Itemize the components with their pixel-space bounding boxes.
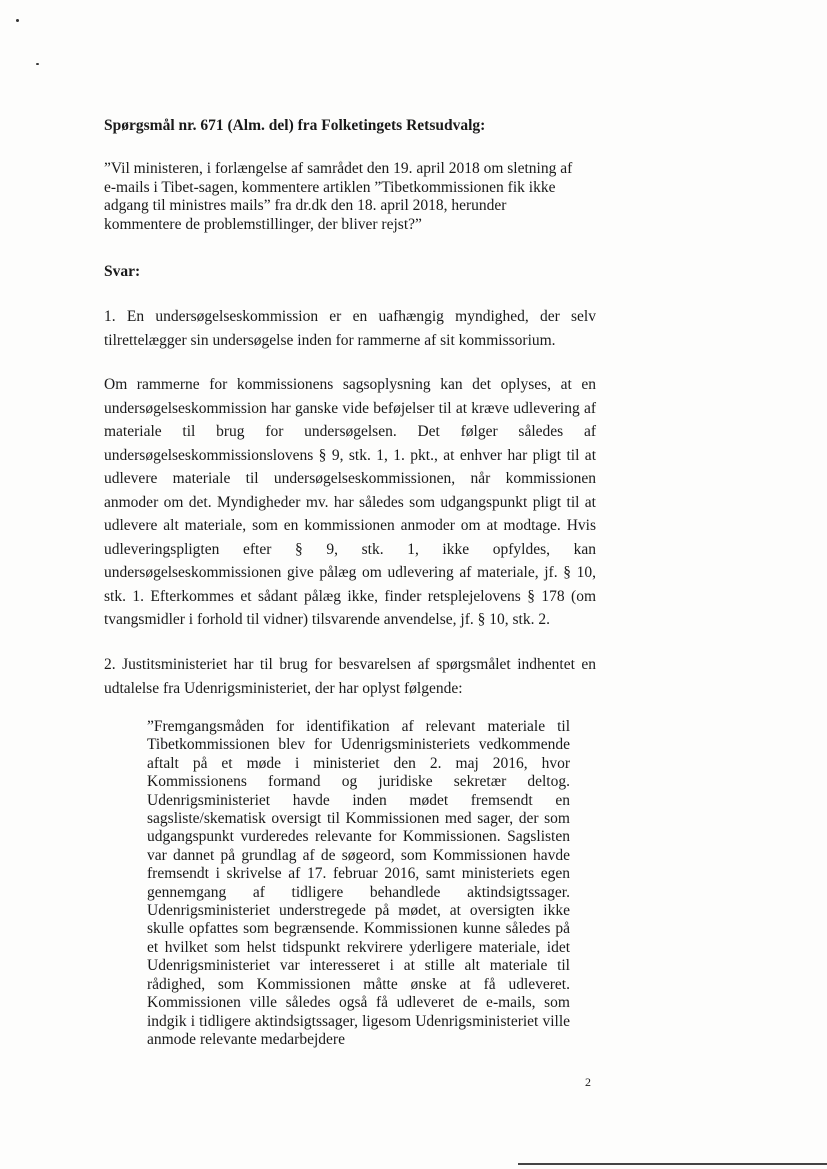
answer-paragraph-2: Om rammerne for kommissionens sagsoplysning kan det oplyses, at en undersøgelseskommission har ganske vide beføjelser til at kræve udlevering af materiale til brug for undersøgelsen. Det følger således af undersøgelseskommissionslovens § 9, stk. 1, 1. pkt., at enhver har pligt til at udlevere materiale til undersøgelseskommissionen, når kommissionen anmoder om det. Myndigheder mv. har således som udgangspunkt pligt til at udlevere alt materiale, som en kommissionen anmoder om at modtage. Hvis udleveringspligten efter § 9, stk. 1, ikke opfyldes, kan undersøgelseskommissionen give pålæg om udlevering af materiale, jf. § 10, stk. 1. Efterkommes et sådant pålæg ikke, finder retsplejelovens § 178 (om tvangsmidler i forhold til vidner) tilsvarende anvendelse, jf. § 10, stk. 2. bbox=[104, 376, 596, 628]
question-text: ”Vil ministeren, i forlængelse af samrådet den 19. april 2018 om sletning af e-mails i Tibet-sagen, kommentere artiklen ”Tibetkommissionen fik ikke adgang til ministres mails” fra dr.dk den 18. april 2018, herunder kommentere de problemstillinger, der bliver rejst?” bbox=[104, 160, 573, 233]
question-heading: Spørgsmål nr. 671 (Alm. del) fra Folketingets Retsudvalg: bbox=[104, 117, 486, 134]
scan-edge-line bbox=[518, 1163, 827, 1165]
scan-speck bbox=[16, 19, 19, 22]
quoted-statement: ”Fremgangsmåden for identifikation af relevant materiale til Tibetkommissionen blev for Udenrigsministeriets vedkommende aftalt på et møde i ministeriet den 2. maj 2016, hvor Kommissionens formand og juridiske sekretær deltog. Udenrigsministeriet havde inden mødet fremsendt en sagsliste/skematisk oversigt til Kommissionen med sager, der som udgangspunkt vurderedes relevante for Kommissionen. Sagslisten var dannet på grundlag af de søgeord, som Kommissionen havde fremsendt i skrivelse af 17. februar 2016, samt ministeriets egen gennemgang af tidligere behandlede aktindsigtssager. Udenrigsministeriet understregede på mødet, at oversigten ikke skulle opfattes som begrænsende. Kommissionen kunne således på et hvilket som helst tidspunkt rekvirere yderligere materiale, idet Udenrigsministeriet var interesseret i at stille alt materiale til rådighed, som Kommissionen måtte ønske at få udleveret. Kommissionen ville således også få udleveret de e-mails, som indgik i tidligere aktindsigtssager, ligesom Udenrigsministeriet ville anmode relevante medarbejdere bbox=[147, 718, 570, 1048]
answer-label: Svar: bbox=[104, 263, 141, 280]
answer-paragraph-1: 1. En undersøgelseskommission er en uafhængig myndighed, der selv tilrettelægger sin undersøgelse inden for rammerne af sit kommissorium. bbox=[104, 308, 596, 349]
scan-speck bbox=[36, 63, 39, 65]
answer-paragraph-3: 2. Justitsministeriet har til brug for besvarelsen af spørgsmålet indhentet en udtalelse fra Udenrigsministeriet, der har oplyst følgende: bbox=[104, 656, 596, 697]
page-number: 2 bbox=[585, 1075, 591, 1089]
